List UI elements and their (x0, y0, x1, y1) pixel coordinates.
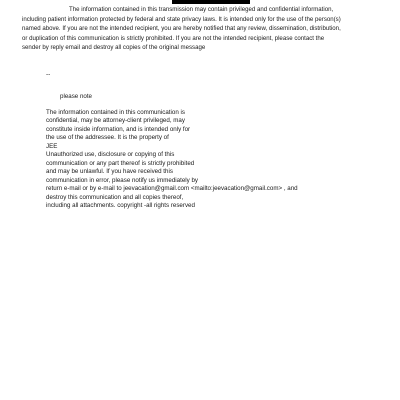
notice-line: including all attachments. copyright -all rights reserved (46, 201, 195, 209)
notice-line: Unauthorized use, disclosure or copying of this (46, 151, 175, 159)
confidentiality-notice (46, 109, 298, 210)
notice-line: the use of the addressee. It is the property of (46, 134, 169, 142)
disclaimer-line: sender by reply email and destroy all copies of the original message (22, 44, 206, 52)
disclaimer-line: including patient information protected by federal and state privacy laws. It is intended only for the use of the person(s) (22, 15, 341, 23)
signature-separator: -- (46, 71, 51, 78)
notice-line: and may be unlawful. If you have received this (46, 168, 173, 176)
disclaimer-line: or duplication of this communication is strictly prohibited. If you are not the intended recipient, please contact the (22, 34, 325, 42)
disclaimer-line: named above. If you are not the intended recipient, you are hereby notified that any review, dissemination, distribution, (22, 25, 341, 33)
notice-line: The information contained in this communication is (46, 109, 185, 116)
disclaimer-line: The information contained in this transmission may contain privileged and confidential information, (69, 6, 334, 13)
notice-line: communication in error, please notify us immediately by (46, 176, 199, 184)
redaction-bar (172, 0, 250, 4)
notice-line: return e-mail or by e-mail to jeevacation@gmail.com <mailto:jeevacation@gmail.com> , and (46, 185, 298, 193)
notice-line: JEE (46, 142, 58, 150)
notice-line: constitute inside information, and is intended only for (46, 125, 191, 133)
notice-line: communication or any part thereof is strictly prohibited (46, 159, 195, 167)
note-heading: please note (60, 93, 92, 100)
notice-line: destroy this communication and all copies thereof, (46, 193, 184, 201)
notice-line: confidential, may be attorney-client privileged, may (46, 117, 185, 125)
confidentiality-disclaimer (22, 5, 341, 53)
